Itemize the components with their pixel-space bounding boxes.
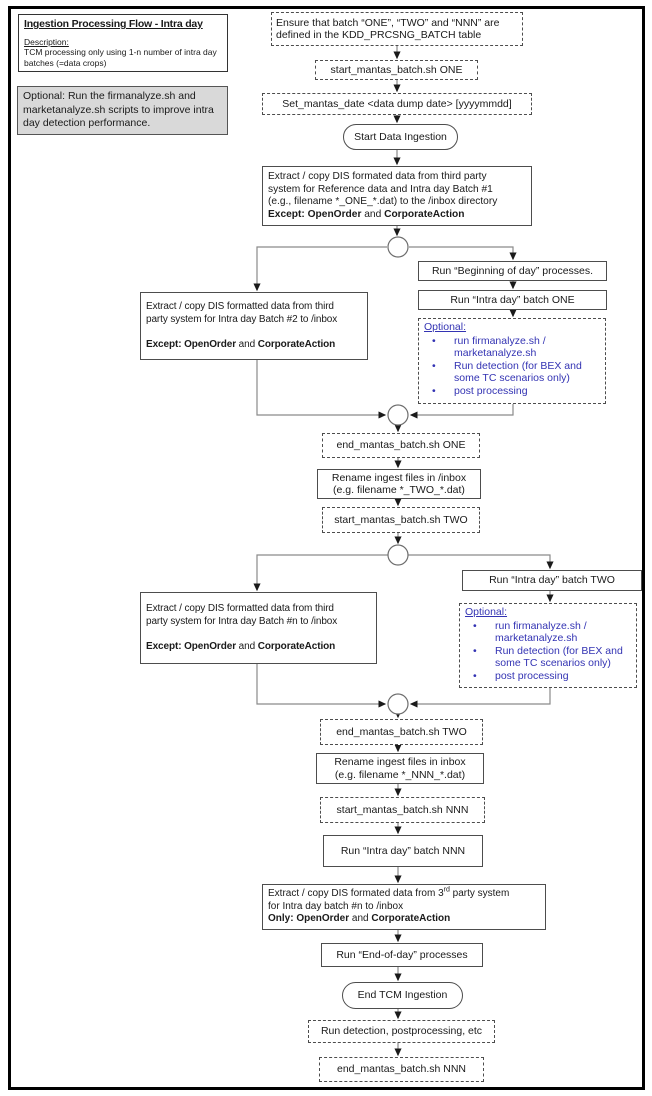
node-text: Run “End-of-day” processes <box>336 948 468 961</box>
page-title: Ingestion Processing Flow - Intra day <box>24 18 203 30</box>
node-text: Rename ingest files in inbox <box>334 756 466 768</box>
optional-bullets <box>424 335 601 398</box>
node-text: Except: OpenOrder and CorporateAction <box>146 640 336 652</box>
node-set-mantas-date <box>262 93 532 115</box>
node-text <box>146 628 372 641</box>
node-extract-openorder <box>262 884 546 930</box>
node-start-mantas-batch-nnn <box>320 797 485 823</box>
node-text: party system for Intra day Batch #n to /inbox <box>146 615 338 627</box>
node-text: (e.g., filename *_ONE_*.dat) to the /inbox directory <box>268 196 498 207</box>
connector <box>408 555 550 568</box>
description-text: TCM processing only using 1-n number of intra day batches (=data crops) <box>24 47 217 68</box>
node-run-detection <box>308 1020 495 1043</box>
description-label: Description: <box>24 37 69 47</box>
optional-bullet: • post processing <box>424 385 601 398</box>
node-text <box>146 326 363 339</box>
node-run-intraday-two <box>462 570 642 591</box>
node-text: Start Data Ingestion <box>354 130 447 143</box>
optional-note: Optional: Run the firmanalyze.sh and marketanalyze.sh scripts to improve intra day detection performance. <box>17 86 228 135</box>
node-text: start_mantas_batch.sh TWO <box>334 513 468 526</box>
node-end-mantas-batch-nnn <box>319 1057 484 1082</box>
node-start-mantas-batch-two <box>322 507 480 533</box>
node-text: system for Reference data and Intra day Batch #1 <box>268 183 493 195</box>
node-text: party system for Intra day Batch #2 to /inbox <box>146 313 338 325</box>
node-text: Run “Intra day” batch ONE <box>450 293 575 306</box>
node-text: Run “Intra day” batch TWO <box>489 574 615 587</box>
node-run-beginning-of-day <box>418 261 607 281</box>
node-text: end_mantas_batch.sh ONE <box>336 439 466 452</box>
connector <box>409 247 513 259</box>
node-text: Extract / copy DIS formatted data from third <box>146 301 334 312</box>
junction-connector <box>388 545 408 565</box>
node-run-intraday-one <box>418 290 607 310</box>
node-text: End TCM Ingestion <box>357 989 448 1002</box>
node-text: Extract / copy DIS formatted data from third <box>146 603 334 614</box>
node-text: (e.g. filename *_TWO_*.dat) <box>333 484 465 496</box>
node-extract-batch-n <box>140 592 377 664</box>
node-text: defined in the KDD_PRCSNG_BATCH table <box>276 29 482 41</box>
node-text: Run “Intra day” batch NNN <box>340 844 466 857</box>
optional-bullet: • Run detection (for BEX and some TC scenarios only) <box>424 360 601 385</box>
connector <box>411 688 550 704</box>
node-text: Run “Beginning of day” processes. <box>431 264 594 277</box>
connector <box>257 664 385 704</box>
optional-bullet: • run firmanalyze.sh / marketanalyze.sh <box>465 620 632 645</box>
junction-connector <box>388 405 408 425</box>
optional-heading: Optional: <box>424 321 467 333</box>
legend-panel <box>18 14 228 72</box>
node-end-mantas-batch-two <box>320 719 483 745</box>
node-text: start_mantas_batch.sh NNN <box>336 803 469 816</box>
junction-connector <box>388 237 408 257</box>
node-rename-nnn <box>316 753 484 784</box>
node-text: Rename ingest files in /inbox <box>331 471 467 484</box>
node-optional-one <box>418 318 606 404</box>
node-text: Extract / copy DIS formated data from third party <box>268 171 487 182</box>
node-text: Ensure that batch “ONE”, “TWO” and “NNN” are <box>276 16 500 29</box>
node-run-end-of-day <box>321 943 483 967</box>
connector <box>411 404 513 415</box>
node-end-tcm-ingestion <box>342 982 463 1009</box>
optional-bullets <box>465 620 632 683</box>
node-text: for Intra day batch #n to /inbox <box>268 900 404 912</box>
node-extract-batch1 <box>262 166 532 226</box>
connector <box>257 360 385 415</box>
node-text: Only: OpenOrder and CorporateAction <box>268 913 451 925</box>
node-text: Extract / copy DIS formated data from 3rd party system <box>268 886 510 900</box>
node-extract-batch2 <box>140 292 368 360</box>
optional-bullet: • run firmanalyze.sh / marketanalyze.sh <box>424 335 601 360</box>
connector <box>257 555 388 590</box>
node-text: (e.g. filename *_NNN_*.dat) <box>334 768 466 781</box>
optional-heading: Optional: <box>465 606 508 618</box>
node-rename-two <box>317 469 481 499</box>
node-run-intraday-nnn <box>323 835 483 867</box>
node-start-mantas-batch-one <box>315 60 478 80</box>
junction-connector <box>388 694 408 714</box>
node-text: start_mantas_batch.sh ONE <box>330 63 463 76</box>
node-start-data-ingestion <box>343 124 458 150</box>
node-text: end_mantas_batch.sh TWO <box>336 725 467 738</box>
node-text: end_mantas_batch.sh NNN <box>337 1063 466 1076</box>
node-text: Except: OpenOrder and CorporateAction <box>268 208 465 220</box>
node-text: Except: OpenOrder and CorporateAction <box>146 338 336 350</box>
optional-bullet: • post processing <box>465 670 632 683</box>
node-text: Run detection, postprocessing, etc <box>320 1025 483 1038</box>
optional-bullet: • Run detection (for BEX and some TC scenarios only) <box>465 645 632 670</box>
node-text: Set_mantas_date <data dump date> [yyyymmdd] <box>282 97 512 110</box>
node-ensure-batch <box>271 12 523 46</box>
node-end-mantas-batch-one <box>322 433 480 458</box>
connector <box>257 247 387 290</box>
node-optional-two <box>459 603 637 688</box>
